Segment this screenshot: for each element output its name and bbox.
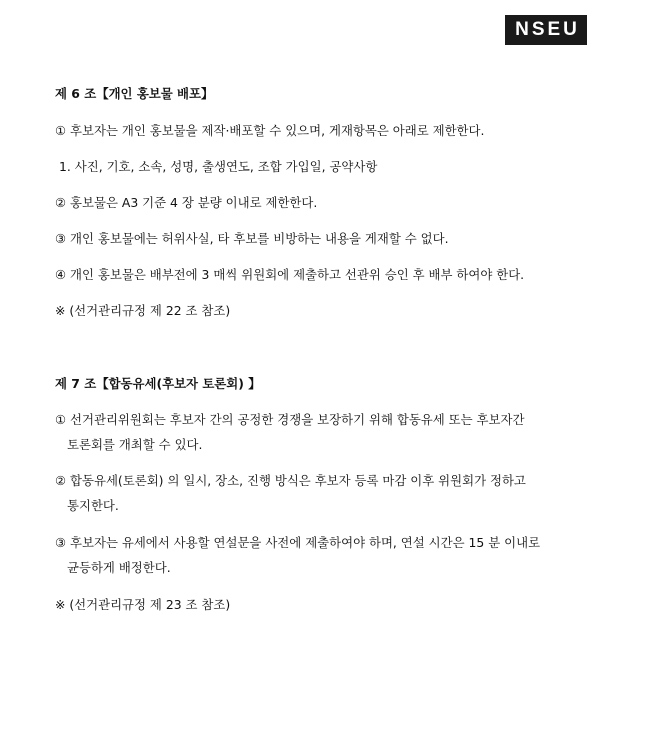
article-6-title: 제 6 조【개인 홍보물 배포】 [55, 86, 214, 101]
article-6-paragraph-3: ③ 개인 홍보물에는 허위사실, 타 후보를 비방하는 내용을 게재할 수 없다. [55, 231, 449, 246]
article-7-reference-note: ※ (선거관리규정 제 23 조 참조) [55, 597, 231, 612]
article-7-paragraph-1-line-2: 토론회를 개최할 수 있다. [67, 437, 203, 452]
article-7-paragraph-2-line-2: 통지한다. [67, 498, 119, 513]
article-6-reference-note: ※ (선거관리규정 제 22 조 참조) [55, 303, 231, 318]
article-7-paragraph-3-line-1: ③ 후보자는 유세에서 사용할 연설문을 사전에 제출하여야 하며, 연설 시간은 15 분 이내로 [55, 535, 541, 550]
article-7-paragraph-3-line-2: 균등하게 배정한다. [67, 560, 171, 575]
article-6-paragraph-4: ④ 개인 홍보물은 배부전에 3 매씩 위원회에 제출하고 선관위 승인 후 배부 하여야 한다. [55, 267, 525, 282]
article-6-list-item-1: 1. 사진, 기호, 소속, 성명, 출생연도, 조합 가입일, 공약사항 [59, 159, 378, 174]
article-6-paragraph-1: ① 후보자는 개인 홍보물을 제작·배포할 수 있으며, 게재항목은 아래로 제한한다. [55, 123, 485, 138]
article-7-paragraph-1-line-1: ① 선거관리위원회는 후보자 간의 공정한 경쟁을 보장하기 위해 합동유세 또는 후보자간 [55, 412, 525, 427]
nseu-logo: NSEU [505, 15, 587, 45]
article-7-paragraph-2-line-1: ② 합동유세(토론회) 의 일시, 장소, 진행 방식은 후보자 등록 마감 이후 위원회가 정하고 [55, 473, 526, 488]
article-6-paragraph-2: ② 홍보물은 A3 기준 4 장 분량 이내로 제한한다. [55, 195, 318, 210]
article-7-title: 제 7 조【합동유세(후보자 토론회) 】 [55, 376, 261, 391]
